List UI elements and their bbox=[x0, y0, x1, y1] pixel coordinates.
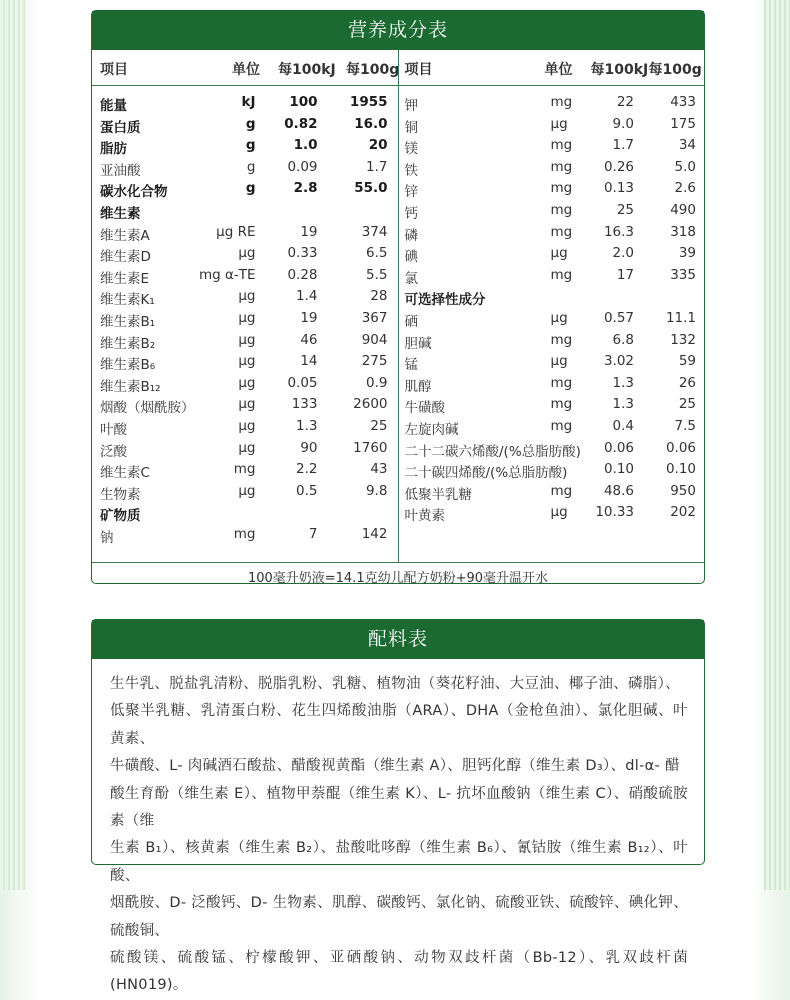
nutrient-unit: g bbox=[246, 158, 256, 175]
nutrient-unit: μg bbox=[238, 353, 256, 370]
nutrient-name: 亚油酸 bbox=[100, 162, 141, 179]
value-per100g: 318 bbox=[670, 223, 696, 240]
nutrient-row bbox=[399, 481, 705, 503]
value-per100g: 39 bbox=[678, 245, 696, 262]
nutrient-name: 锌 bbox=[404, 184, 418, 201]
value-per100g: 1760 bbox=[353, 439, 388, 456]
ingredients-line: 低聚半乳糖、乳清蛋白粉、花生四烯酸油脂（ARA）、DHA（金枪鱼油）、氯化胆碱、叶黄素、 bbox=[110, 703, 688, 747]
nutrient-unit: μg RE bbox=[216, 223, 256, 240]
nutrient-row bbox=[92, 286, 398, 308]
value-per100g: 0.10 bbox=[665, 461, 696, 478]
value-per100kj: 2.2 bbox=[296, 461, 318, 478]
value-per100g: 43 bbox=[370, 461, 388, 478]
nutrient-row bbox=[92, 135, 398, 157]
value-per100kj: 17 bbox=[616, 266, 634, 283]
value-per100kj: 46 bbox=[300, 331, 318, 348]
nutrient-unit: μg bbox=[238, 417, 256, 434]
value-per100kj: 7 bbox=[308, 525, 318, 542]
value-per100g: 0.9 bbox=[366, 374, 388, 391]
nutrient-name: 维生素 bbox=[100, 205, 141, 222]
nutrient-unit: mg bbox=[550, 223, 573, 240]
value-per100g: 2.6 bbox=[674, 180, 696, 197]
nutrient-unit: μg bbox=[238, 396, 256, 413]
nutrient-unit: mg bbox=[550, 94, 573, 110]
nutrient-name: 维生素D bbox=[100, 249, 151, 266]
nutrient-row bbox=[92, 114, 398, 136]
value-per100g: 9.8 bbox=[366, 482, 388, 499]
value-per100g: 6.5 bbox=[366, 245, 388, 262]
nutrient-unit: mg bbox=[550, 482, 573, 499]
value-per100kj: 6.8 bbox=[612, 331, 634, 348]
ingredients-line: 生素 B₁）、核黄素（维生素 B₂）、盐酸吡哆醇（维生素 B₆）、氰钴胺（维生素 B₁₂）、叶酸、 bbox=[110, 840, 688, 884]
nutrient-row bbox=[399, 459, 705, 481]
value-per100kj: 1.4 bbox=[296, 288, 318, 305]
nutrient-row bbox=[92, 416, 398, 438]
nutrient-name: 可选择性成分 bbox=[404, 292, 486, 309]
ingredients-line: 牛磺酸、L- 肉碱酒石酸盐、醋酸视黄酯（维生素 A）、胆钙化醇（维生素 D₃）、dl-α- 醋 bbox=[110, 758, 680, 775]
nutrient-row bbox=[92, 92, 398, 114]
value-per100kj: 0.4 bbox=[612, 417, 634, 434]
value-per100g: 11.1 bbox=[665, 309, 696, 326]
nutrient-row bbox=[92, 438, 398, 460]
value-per100kj: 10.33 bbox=[595, 504, 634, 521]
nutrient-row bbox=[399, 114, 705, 136]
nutrient-unit: mg α-TE bbox=[198, 266, 256, 283]
left-edge-decoration bbox=[0, 0, 26, 890]
right-edge-decoration bbox=[764, 0, 790, 890]
nutrient-name: 氯 bbox=[404, 270, 418, 287]
header-per100kj: 每100kJ bbox=[278, 62, 336, 78]
value-per100kj: 0.82 bbox=[284, 115, 318, 132]
value-per100kj: 0.13 bbox=[603, 180, 634, 197]
nutrient-name: 维生素B₁₂ bbox=[100, 378, 161, 395]
nutrient-row bbox=[399, 330, 705, 352]
nutrient-row bbox=[399, 92, 705, 114]
value-per100kj: 100 bbox=[289, 94, 318, 110]
value-per100g: 25 bbox=[370, 417, 388, 434]
nutrient-name: 维生素K₁ bbox=[100, 292, 155, 309]
nutrient-name: 牛磺酸 bbox=[404, 400, 445, 417]
nutrient-unit: mg bbox=[550, 158, 573, 175]
nutrient-unit: μg bbox=[550, 353, 568, 370]
nutrient-row bbox=[92, 351, 398, 373]
nutrient-unit: mg bbox=[550, 374, 573, 391]
nutrient-row bbox=[399, 243, 705, 265]
nutrient-row bbox=[92, 524, 398, 546]
nutrient-row bbox=[92, 243, 398, 265]
nutrient-name: 钠 bbox=[100, 529, 114, 546]
nutrient-name: 维生素C bbox=[100, 465, 150, 482]
value-per100kj: 3.02 bbox=[603, 353, 634, 370]
left-column bbox=[92, 86, 399, 562]
nutrient-name: 胆碱 bbox=[404, 335, 432, 352]
nutrient-unit: μg bbox=[238, 245, 256, 262]
nutrient-name: 维生素E bbox=[100, 270, 150, 287]
nutrient-row bbox=[399, 157, 705, 179]
nutrient-row bbox=[399, 502, 705, 524]
value-per100g: 950 bbox=[670, 482, 696, 499]
nutrient-unit: mg bbox=[233, 525, 256, 542]
nutrient-unit: μg bbox=[550, 115, 568, 132]
value-per100kj: 0.09 bbox=[287, 158, 318, 175]
value-per100kj: 1.0 bbox=[293, 137, 318, 154]
ingredients-card bbox=[91, 619, 705, 994]
nutrient-unit: mg bbox=[233, 461, 256, 478]
nutrient-row bbox=[92, 265, 398, 287]
nutrient-name: 铁 bbox=[404, 162, 418, 179]
ingredients-line: 酸生育酚（维生素 E）、植物甲萘醌（维生素 K）、L- 抗坏血酸钠（维生素 C）、硝酸硫胺素（维 bbox=[110, 785, 688, 830]
header-per100g: 每100g bbox=[648, 62, 702, 78]
value-per100kj: 2.0 bbox=[612, 245, 634, 262]
value-per100g: 132 bbox=[670, 331, 696, 348]
value-per100g: 7.5 bbox=[674, 417, 696, 434]
value-per100kj: 22 bbox=[616, 94, 634, 110]
nutrient-row bbox=[92, 373, 398, 395]
nutrient-row bbox=[92, 330, 398, 352]
nutrient-name: 叶黄素 bbox=[404, 508, 445, 525]
value-per100g: 490 bbox=[670, 201, 696, 218]
nutrition-table bbox=[91, 10, 705, 584]
nutrient-row bbox=[92, 394, 398, 416]
nutrient-name: 维生素B₂ bbox=[100, 335, 156, 352]
ingredients-title: 配料表 bbox=[92, 620, 704, 659]
ingredients-text bbox=[92, 659, 704, 1000]
value-per100kj: 25 bbox=[616, 201, 634, 218]
value-per100g: 175 bbox=[670, 115, 696, 132]
nutrient-name: 钙 bbox=[404, 205, 418, 222]
nutrient-row bbox=[399, 200, 705, 222]
nutrient-unit: mg bbox=[550, 137, 573, 154]
nutrient-name: 肌醇 bbox=[404, 378, 432, 395]
nutrient-unit: μg bbox=[238, 288, 256, 305]
nutrition-body bbox=[92, 86, 704, 563]
value-per100kj: 1.7 bbox=[612, 137, 634, 154]
nutrient-name: 硒 bbox=[404, 313, 418, 330]
nutrient-unit: mg bbox=[550, 180, 573, 197]
nutrient-unit: mg bbox=[550, 201, 573, 218]
value-per100g: 367 bbox=[361, 309, 388, 326]
value-per100kj: 48.6 bbox=[603, 482, 634, 499]
nutrient-unit: μg bbox=[550, 504, 568, 521]
value-per100kj: 0.05 bbox=[287, 374, 318, 391]
header-item: 项目 bbox=[404, 62, 433, 78]
nutrient-row bbox=[92, 502, 398, 524]
value-per100g: 275 bbox=[361, 353, 388, 370]
nutrition-title: 营养成分表 bbox=[92, 11, 704, 50]
value-per100g: 34 bbox=[678, 137, 696, 154]
nutrient-row bbox=[399, 135, 705, 157]
nutrient-name: 碘 bbox=[404, 249, 418, 266]
nutrient-unit: μg bbox=[238, 374, 256, 391]
nutrient-unit: μg bbox=[238, 309, 256, 326]
value-per100kj: 14 bbox=[300, 353, 318, 370]
header-per100g: 每100g bbox=[346, 62, 400, 78]
nutrient-unit: mg bbox=[550, 266, 573, 283]
value-per100g: 20 bbox=[368, 137, 388, 154]
value-per100kj: 0.57 bbox=[603, 309, 634, 326]
nutrient-unit: kJ bbox=[241, 94, 256, 110]
nutrient-unit: μg bbox=[550, 309, 568, 326]
value-per100kj: 90 bbox=[300, 439, 318, 456]
nutrient-unit: mg bbox=[550, 331, 573, 348]
value-per100g: 5.5 bbox=[366, 266, 388, 283]
nutrient-unit: mg bbox=[550, 417, 573, 434]
value-per100kj: 1.3 bbox=[612, 374, 634, 391]
value-per100g: 59 bbox=[678, 353, 696, 370]
nutrient-name: 二十二碳六烯酸/(%总脂肪酸) bbox=[404, 443, 581, 460]
nutrient-unit: μg bbox=[238, 331, 256, 348]
value-per100g: 55.0 bbox=[354, 180, 388, 197]
nutrient-row bbox=[92, 481, 398, 503]
nutrient-name: 生物素 bbox=[100, 486, 141, 503]
nutrient-name: 碳水化合物 bbox=[100, 184, 168, 201]
nutrient-unit: μg bbox=[238, 439, 256, 456]
value-per100g: 0.06 bbox=[665, 439, 696, 456]
value-per100g: 16.0 bbox=[354, 115, 388, 132]
nutrient-name: 泛酸 bbox=[100, 443, 127, 460]
right-column bbox=[399, 86, 705, 562]
nutrient-name: 脂肪 bbox=[100, 141, 127, 158]
value-per100kj: 1.3 bbox=[296, 417, 318, 434]
value-per100g: 28 bbox=[370, 288, 388, 305]
value-per100g: 142 bbox=[361, 525, 388, 542]
ingredients-line: 硫酸镁、硫酸锰、柠檬酸钾、亚硒酸钠、动物双歧杆菌（Bb-12）、乳双歧杆菌 (HN019)。 bbox=[110, 950, 688, 994]
value-per100kj: 19 bbox=[300, 223, 318, 240]
nutrient-name: 二十碳四烯酸/(%总脂肪酸) bbox=[404, 465, 568, 482]
left-header bbox=[92, 50, 399, 85]
value-per100g: 25 bbox=[678, 396, 696, 413]
header-unit: 单位 bbox=[544, 62, 573, 78]
value-per100g: 335 bbox=[670, 266, 696, 283]
preparation-note: 100毫升奶液=14.1克幼儿配方奶粉+90毫升温开水 bbox=[247, 571, 549, 586]
value-per100kj: 0.26 bbox=[603, 158, 634, 175]
nutrient-row bbox=[399, 438, 705, 460]
nutrient-row bbox=[92, 157, 398, 179]
nutrient-row bbox=[399, 178, 705, 200]
nutrient-unit: g bbox=[245, 180, 256, 197]
nutrient-unit: μg bbox=[238, 482, 256, 499]
value-per100g: 433 bbox=[670, 94, 696, 110]
nutrient-name: 维生素A bbox=[100, 227, 150, 244]
header-per100kj: 每100kJ bbox=[590, 62, 649, 78]
nutrient-name: 叶酸 bbox=[100, 421, 127, 438]
value-per100kj: 0.28 bbox=[287, 266, 318, 283]
nutrient-unit: mg bbox=[550, 396, 573, 413]
nutrient-unit: g bbox=[245, 115, 256, 132]
ingredients-line: 烟酰胺、D- 泛酸钙、D- 生物素、肌醇、碳酸钙、氯化钠、硫酸亚铁、硫酸锌、碘化钾、硫酸铜、 bbox=[110, 895, 688, 939]
nutrient-row bbox=[399, 308, 705, 330]
nutrient-row bbox=[399, 394, 705, 416]
nutrient-name: 镁 bbox=[404, 141, 418, 158]
right-header bbox=[399, 50, 705, 85]
nutrient-name: 维生素B₁ bbox=[100, 313, 156, 330]
nutrient-row bbox=[92, 459, 398, 481]
value-per100g: 374 bbox=[361, 223, 388, 240]
nutrient-name: 钾 bbox=[404, 98, 418, 114]
value-per100g: 26 bbox=[678, 374, 696, 391]
value-per100g: 5.0 bbox=[674, 158, 696, 175]
nutrient-name: 蛋白质 bbox=[100, 119, 141, 136]
nutrient-name: 维生素B₆ bbox=[100, 357, 156, 374]
value-per100kj: 0.5 bbox=[296, 482, 318, 499]
value-per100g: 1955 bbox=[349, 94, 388, 110]
nutrient-unit: g bbox=[245, 137, 256, 154]
value-per100g: 1.7 bbox=[366, 158, 388, 175]
value-per100kj: 9.0 bbox=[612, 115, 634, 132]
nutrient-row bbox=[399, 286, 705, 308]
value-per100kj: 0.10 bbox=[603, 461, 634, 478]
nutrient-row bbox=[399, 373, 705, 395]
nutrient-row bbox=[399, 265, 705, 287]
nutrient-name: 能量 bbox=[100, 98, 127, 114]
nutrient-name: 矿物质 bbox=[100, 508, 141, 525]
value-per100kj: 0.33 bbox=[287, 245, 318, 262]
value-per100g: 202 bbox=[670, 504, 696, 521]
value-per100g: 904 bbox=[361, 331, 388, 348]
nutrient-row bbox=[92, 200, 398, 222]
nutrient-name: 低聚半乳糖 bbox=[404, 486, 472, 503]
nutrient-row bbox=[92, 308, 398, 330]
nutrient-row bbox=[399, 351, 705, 373]
nutrient-row bbox=[399, 416, 705, 438]
value-per100kj: 1.3 bbox=[612, 396, 634, 413]
value-per100kj: 16.3 bbox=[603, 223, 634, 240]
value-per100g: 2600 bbox=[353, 396, 388, 413]
header-unit: 单位 bbox=[232, 62, 260, 78]
ingredients-line: 生牛乳、脱盐乳清粉、脱脂乳粉、乳糖、植物油（葵花籽油、大豆油、椰子油、磷脂）、 bbox=[110, 676, 680, 692]
nutrient-name: 锰 bbox=[404, 357, 418, 374]
nutrient-unit: μg bbox=[550, 245, 568, 262]
nutrition-header-row bbox=[92, 50, 704, 86]
nutrient-row bbox=[92, 178, 398, 200]
value-per100kj: 2.8 bbox=[293, 180, 318, 197]
nutrient-row bbox=[92, 222, 398, 244]
nutrient-name: 铜 bbox=[404, 119, 418, 136]
value-per100kj: 19 bbox=[300, 309, 318, 326]
value-per100kj: 133 bbox=[291, 396, 318, 413]
header-item: 项目 bbox=[100, 62, 128, 78]
nutrient-name: 烟酸（烟酰胺） bbox=[100, 400, 195, 417]
nutrient-name: 磷 bbox=[404, 227, 418, 244]
nutrient-name: 左旋肉碱 bbox=[404, 421, 459, 438]
nutrient-row bbox=[399, 222, 705, 244]
value-per100kj: 0.06 bbox=[603, 439, 634, 456]
